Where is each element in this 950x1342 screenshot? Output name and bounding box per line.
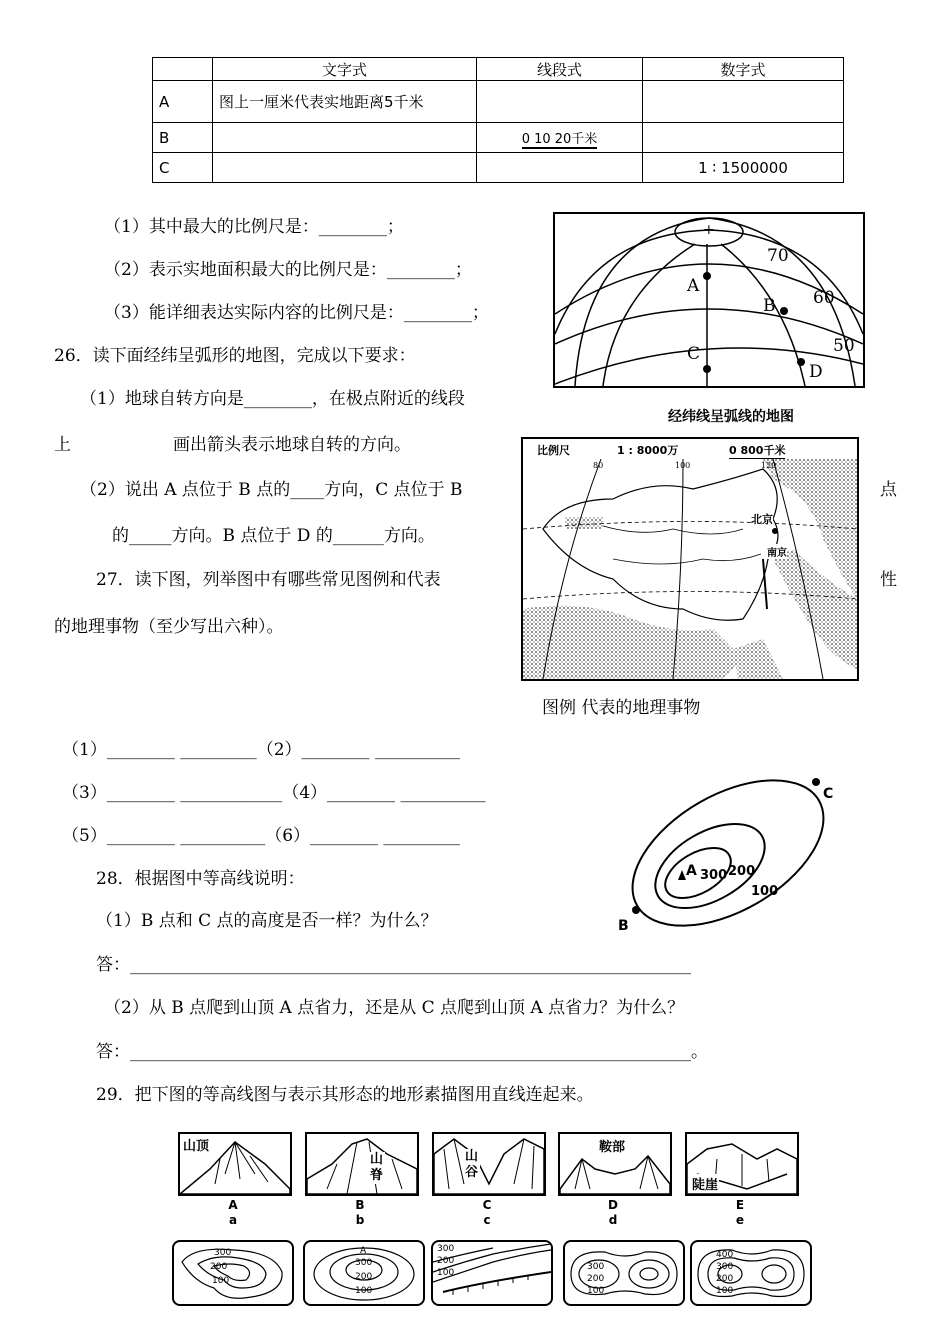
q28-question-1: （1）B 点和 C 点的高度是否一样？为什么？ (96, 911, 438, 931)
point-b-label: B (763, 296, 776, 316)
q29-title: 29．把下图的等高线图与表示其形态的地形素描图用直线连起来。 (96, 1085, 594, 1105)
peak-a-label: A (686, 863, 697, 879)
q27-line-2: 的地理事物（至少写出六种）。 (54, 617, 284, 637)
contour-drawing (608, 768, 848, 938)
point-c-label: C (687, 344, 701, 364)
ridge-drawing (307, 1134, 417, 1194)
point-b-label: B (618, 918, 629, 934)
contour-value: 400 (716, 1250, 734, 1260)
sketch-saddle (558, 1132, 672, 1196)
row-segment-scale (477, 123, 643, 153)
contour-value: 300 (716, 1262, 734, 1272)
table-header: 线段式 (477, 58, 643, 81)
sketch-letter-lower: e (735, 1213, 745, 1227)
contour-value: 100 (212, 1276, 230, 1286)
scale-table (152, 57, 844, 183)
contour-value: 200 (437, 1256, 455, 1266)
lat-label-60: 60 (813, 288, 835, 308)
contour-map-a (172, 1240, 294, 1306)
contour-200-label: 200 (728, 864, 756, 879)
lon-label-120: 120 (761, 461, 777, 470)
china-map-scale-bar (523, 439, 857, 460)
q25-line-3: （3）能详细表达实际内容的比例尺是：________； (104, 303, 489, 323)
table-header-row (153, 58, 844, 81)
contour-value: 200 (355, 1272, 373, 1282)
q28-answer-2: 答：__________________________________________________________________。 (96, 1042, 708, 1062)
contour-value: 200 (587, 1274, 605, 1284)
q27-line-1-end: 性 (880, 570, 897, 590)
legend-caption: 图例 代表的地理事物 (542, 698, 701, 718)
contour-value: 100 (716, 1286, 734, 1296)
row-text-scale: 图上一厘米代表实地距离5千米 (213, 81, 477, 123)
sketch-letter-upper: C (482, 1198, 492, 1212)
point-d-label: D (809, 362, 823, 382)
contour-a-drawing (174, 1242, 292, 1304)
pole-marker: + (703, 222, 715, 238)
table-header: 文字式 (213, 58, 477, 81)
contour-d-drawing (565, 1242, 683, 1304)
table-row (153, 153, 844, 183)
row-text-scale (213, 123, 477, 153)
contour-e-drawing (692, 1242, 810, 1304)
contour-value: 100 (355, 1286, 373, 1296)
sketch-summit (178, 1132, 292, 1196)
table-row (153, 123, 844, 153)
china-map-drawing (523, 459, 857, 679)
sketch-label: 山脊 (370, 1152, 384, 1183)
scale-segment: 0 800千米 (729, 444, 786, 457)
sketch-valley (432, 1132, 546, 1196)
row-label: A (153, 81, 213, 123)
q26-part2-line1-end: 点 (880, 480, 897, 500)
q26-part2-line2: 的_____方向。B 点位于 D 的______方向。 (112, 526, 435, 546)
answer-line-3: （5）________ __________（6）________ _________ (62, 826, 460, 846)
scale-label: 比例尺 (537, 444, 570, 457)
contour-map-e (690, 1240, 812, 1306)
q28-title: 28．根据图中等高线说明： (96, 869, 305, 889)
row-label: B (153, 123, 213, 153)
contour-value: 200 (210, 1262, 228, 1272)
sketch-label: 山谷 (465, 1149, 479, 1180)
sketch-letter-lower: d (608, 1213, 618, 1227)
sketch-letter-upper: D (608, 1198, 618, 1212)
q28-answer-1: 答：__________________________________________________________________ (96, 955, 691, 975)
q28-question-2: （2）从 B 点爬到山顶 A 点省力，还是从 C 点爬到山顶 A 点省力？为什么？ (104, 998, 685, 1018)
contour-map-d (563, 1240, 685, 1306)
sketch-letter-lower: a (228, 1213, 238, 1227)
row-numeric-scale (643, 81, 844, 123)
arc-map-caption: 经纬线呈弧线的地图 (668, 409, 794, 425)
contour-map-b (303, 1240, 425, 1306)
table-row (153, 81, 844, 123)
q25-line-1: （1）其中最大的比例尺是：________； (104, 217, 404, 237)
answer-line-1: （1）________ _________（2）________ __________ (62, 740, 460, 760)
lat-label-50: 50 (833, 336, 855, 356)
sketch-letter-upper: A (228, 1198, 238, 1212)
sketch-letter-lower: b (355, 1213, 365, 1227)
contour-value: 300 (355, 1258, 373, 1268)
peak-label: A (360, 1246, 367, 1256)
sketch-ridge (305, 1132, 419, 1196)
lat-label-70: 70 (767, 246, 789, 266)
sketch-letter-upper: B (355, 1198, 365, 1212)
row-numeric-scale: 1 ∶ 1500000 (643, 153, 844, 183)
contour-value: 200 (716, 1274, 734, 1284)
row-label: C (153, 153, 213, 183)
scale-value: 1 : 8000万 (617, 444, 679, 457)
q25-line-2: （2）表示实地面积最大的比例尺是：________； (104, 260, 472, 280)
row-segment-scale (477, 153, 643, 183)
contour-value: 300 (214, 1248, 232, 1258)
contour-value: 300 (587, 1262, 605, 1272)
arc-graticule-map (553, 212, 865, 388)
contour-value: 100 (587, 1286, 605, 1296)
china-map (521, 437, 859, 681)
sketch-label: 鞍部 (598, 1136, 626, 1155)
row-segment-scale (477, 81, 643, 123)
q26-part1-line1: （1）地球自转方向是________，在极点附近的线段 (80, 389, 465, 409)
city-nanjing: 南京 (767, 544, 787, 559)
sketch-letter-upper: E (735, 1198, 745, 1212)
contour-value: 300 (437, 1244, 455, 1254)
lon-label-80: 80 (593, 461, 604, 470)
q26-part2-line1: （2）说出 A 点位于 B 点的____方向，C 点位于 B (80, 480, 463, 500)
city-beijing: 北京 (751, 513, 773, 526)
point-c-label: C (823, 786, 834, 802)
sketch-label: 山顶 (182, 1135, 210, 1154)
q27-line-1: 27．读下图，列举图中有哪些常见图例和代表 (96, 570, 441, 590)
sketch-label: 陡崖 (691, 1174, 719, 1193)
segment-scale-bar: 0 10 20千米 (521, 132, 598, 147)
contour-300-label: 300 (700, 868, 728, 883)
valley-drawing (434, 1134, 544, 1194)
sketch-cliff (685, 1132, 799, 1196)
table-header (153, 58, 213, 81)
q26-title: 26．读下面经纬呈弧形的地图，完成以下要求： (54, 346, 416, 366)
contour-value: 100 (437, 1268, 455, 1278)
q26-part1-line2-end: 画出箭头表示地球自转的方向。 (173, 435, 411, 455)
row-text-scale (213, 153, 477, 183)
contour-map (608, 768, 848, 938)
lon-label-100: 100 (675, 461, 691, 470)
answer-line-2: （3）________ ____________（4）________ __________ (62, 783, 486, 803)
point-a-label: A (687, 276, 700, 296)
table-header: 数字式 (643, 58, 844, 81)
row-numeric-scale (643, 123, 844, 153)
contour-map-c (431, 1240, 553, 1306)
contour-100-label: 100 (751, 884, 779, 899)
q26-part1-line2-start: 上 (54, 435, 71, 455)
sketch-letter-lower: c (483, 1213, 491, 1227)
